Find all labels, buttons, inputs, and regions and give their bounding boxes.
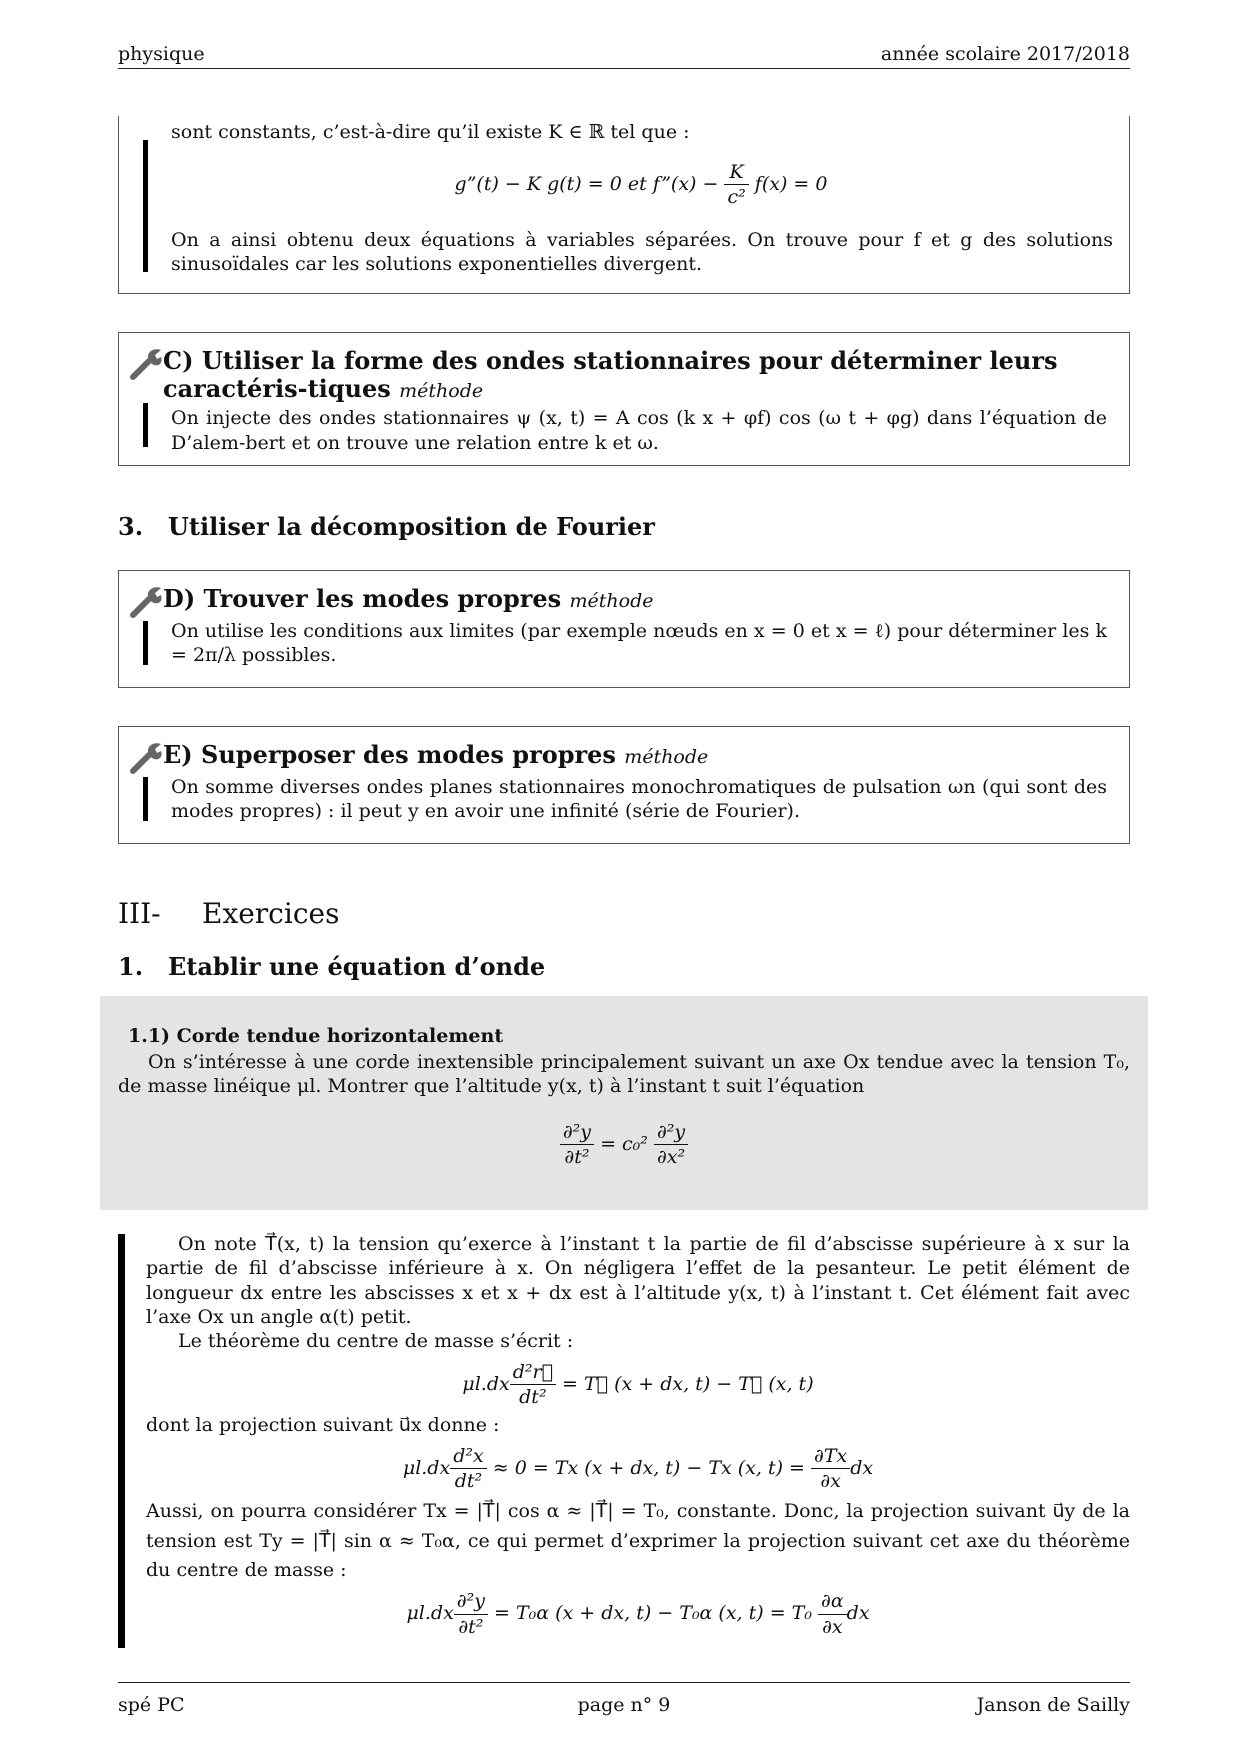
section-heading: 3. Utiliser la décomposition de Fourier xyxy=(118,512,655,541)
header-year: année scolaire 2017/2018 xyxy=(880,43,1130,65)
com-equation: μl.dx $\frac{\text{d²r⃗}}{\text{dt²}}$ = T⃗ (x + dx, t) − T⃗ (x, t) xyxy=(462,1360,814,1408)
wrench-icon xyxy=(129,583,165,619)
solution-block xyxy=(146,1232,1130,1643)
method-box-e xyxy=(118,726,1130,844)
continuation-paragraph: On a ainsi obtenu deux équations à variables séparées. On trouve pour f et g des solutions sinusoïdales car les solutions exponentielles divergent. xyxy=(171,229,1113,276)
method-body: On somme diverses ondes planes stationnaires monochromatiques de pulsation ωn (qui sont des modes propres) : il peut y en avoir une infinité (série de Fourier). xyxy=(171,775,1107,823)
method-body: On utilise les conditions aux limites (par exemple nœuds en x = 0 et x = ℓ) pour déterminer les k = 2π/λ possibles. xyxy=(171,619,1107,667)
method-title: C) Utiliser la forme des ondes stationnaires pour déterminer leurs caractéris-tiques méthode xyxy=(163,346,1058,403)
k-over-c2-fraction: $\frac{K}{\text{c²}}$ xyxy=(724,160,748,210)
exercise-box xyxy=(100,996,1148,1210)
method-bar xyxy=(143,140,148,272)
footer-class: spé PC xyxy=(118,1694,185,1716)
footer-page-number: page n° 9 xyxy=(577,1694,671,1716)
method-title: E) Superposer des modes propres méthode xyxy=(163,740,709,769)
part-heading: III- Exercices xyxy=(118,897,340,930)
wave-equation: $\frac{\text{∂²y}}{\text{∂t²}}$ = c₀² $\frac{\text{∂²y}}{\text{∂x²}}$ xyxy=(100,1120,1148,1170)
footer-school: Janson de Sailly xyxy=(976,1694,1130,1716)
method-body: On injecte des ondes stationnaires ψ (x, t) = A cos (k x + φf) cos (ω t + φg) dans l’équation de D’alem-bert et on trouve une relation entre k et ω. xyxy=(171,407,1107,454)
x-projection-equation: μl.dx $\frac{\text{d²x}}{\text{dt²}}$ ≈ 0 = Tx (x + dx, t) − Tx (x, t) = $\frac{\partial Tx}{\partial x}$ dx xyxy=(402,1444,874,1492)
exercise-text: On s’intéresse à une corde inextensible principalement suivant un axe Ox tendue avec la tension T₀, de masse linéique μl. Montrer que l’altitude y(x, t) à l’instant t suit l’équation xyxy=(118,1051,1130,1098)
method-box-c xyxy=(118,332,1130,466)
page-header xyxy=(118,40,1130,69)
method-title: D) Trouver les modes propres méthode xyxy=(163,584,654,613)
continuation-box xyxy=(118,116,1130,294)
section-heading: 1. Etablir une équation d’onde xyxy=(118,952,546,981)
wrench-icon xyxy=(129,739,165,775)
y-projection-equation: μl.dx $\frac{\text{∂²y}}{\text{∂t²}}$ = T₀α (x + dx, t) − T₀α (x, t) = T₀ $\frac{\partial\alpha}{\partial x}$ dx xyxy=(406,1590,870,1638)
method-bar xyxy=(143,621,148,665)
header-subject: physique xyxy=(118,43,205,65)
method-bar xyxy=(143,403,148,447)
wrench-icon xyxy=(129,345,165,381)
solution-paragraph: Le théorème du centre de masse s’écrit : xyxy=(178,1330,574,1353)
page-footer xyxy=(118,1682,1130,1723)
solution-paragraph: dont la projection suivant u⃗x donne : xyxy=(146,1414,500,1437)
solution-bar xyxy=(118,1234,125,1648)
separated-equation: g”(t) − K g(t) = 0 et f”(x) − $\frac{K}{\text{c²}}$ f(x) = 0 xyxy=(454,161,828,209)
solution-paragraph: On note T⃗(x, t) la tension qu’exerce à l’instant t la partie de fil d’abscisse supérieure à x sur la partie de fil d’abscisse inférieure à x. On négligera l’effet de la pesanteur. Le petit élément de longueur dx entre les abscisses x et x + dx est à l’altitude y(x, t) à l’instant t. Cet élément fait avec l’axe Ox un angle α(t) petit. xyxy=(146,1233,1130,1328)
method-bar xyxy=(143,777,148,821)
solution-paragraph: Aussi, on pourra considérer Tx = |T⃗| cos α ≈ |T⃗| = T₀, constante. Donc, la projection suivant u⃗y de la tension est Ty = |T⃗| sin α ≈ T₀α, ce qui permet d’exprimer la projection suivant cet axe du théorème du centre de masse : xyxy=(146,1500,1130,1581)
method-box-d xyxy=(118,570,1130,688)
exercise-title: 1.1) Corde tendue horizontalement xyxy=(128,1025,504,1047)
continuation-line: sont constants, c’est-à-dire qu’il existe K ∈ ℝ tel que : xyxy=(171,121,690,143)
